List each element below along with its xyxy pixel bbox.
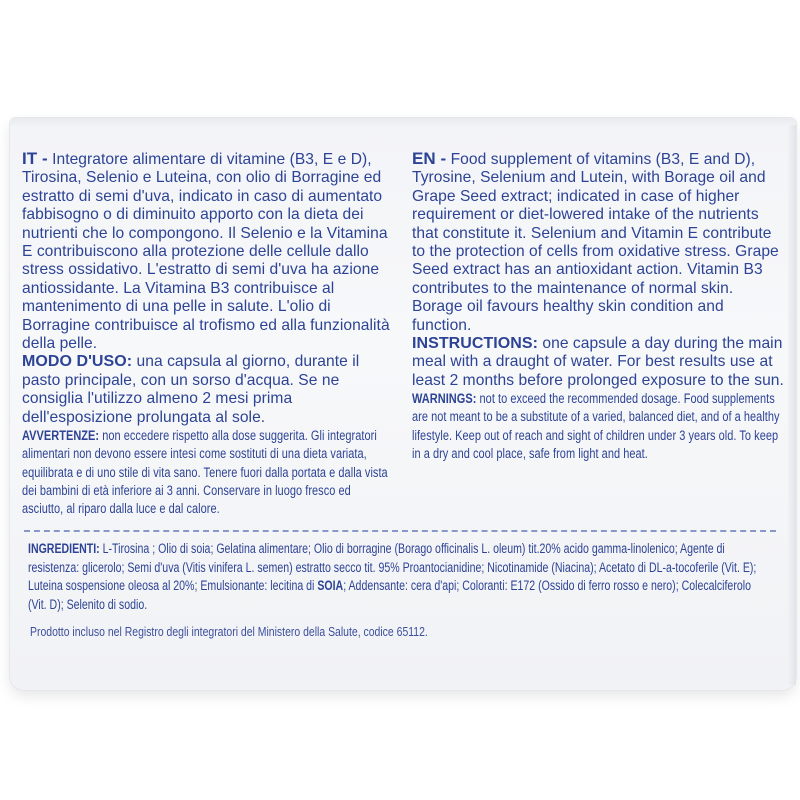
italian-usage: MODO D'USO: una capsula al giorno, durante il pasto principale, con un sorso d'acqua. Se ne consiglia l'utilizzo almeno 2 mesi prima dell'esposizione prolungata al sole.: [22, 353, 360, 426]
italian-warnings: AVVERTENZE: non eccedere rispetto alla dose suggerita. Gli integratori alimentari non devono essere intesi come sostituti di una dieta variata, equilibrata e di uno stile di vita sano. Tenere fuori dalla portata e dalla vista dei bambini di età inferiore ai 3 anni. Conservare in luogo fresco ed asciutto, al riparo dalla luce e dal calore.: [22, 428, 388, 516]
english-usage: INSTRUCTIONS: one capsule a day during the main meal with a draught of water. For best results use at least 2 months before prolonged exposure to the sun.: [412, 335, 784, 389]
italian-lead: IT -: [22, 149, 48, 168]
ingredients-label: INGREDIENTI:: [28, 541, 100, 556]
package-top-edge: [10, 118, 796, 128]
italian-warnings-label: AVVERTENZE:: [22, 428, 100, 444]
italian-description: IT - Integratore alimentare di vitamine (B3, E e D), Tirosina, Selenio e Luteina, con olio di Borragine ed estratto di semi d'uva, indicato in caso di aumentato fabbisogno o di diminuito apporto con la dieta dei nutrienti che lo compongono. Il Selenio e la Vitamina E contribuiscono alla protezione delle cellule dallo stress ossidativo. L'estratto di semi d'uva ha azione antiossidante. La Vitamina B3 contribuisce al mantenimento di una pelle in salute. L'olio di Borragine contribuisce al trofismo ed alla funzionalità della pelle.: [22, 149, 390, 353]
english-column: [412, 150, 784, 463]
english-warnings-label: WARNINGS:: [412, 391, 477, 407]
package-right-edge: [788, 125, 796, 685]
italian-column: [22, 150, 394, 518]
ingredients-list: INGREDIENTI: L-Tirosina ; Olio di soia; Gelatina alimentare; Olio di borragine (Borago officinalis L. oleum) tit.20% acido gamma-linolenico; Agente di resistenza: glicerolo; Semi d'uva (Vitis vinifera L. semen) estratto secco tit. 95% Proantocianidine; Nicotinamide (Niacina); Acetato di DL-a-tocoferile (Vit. E); Luteina sospensione oleosa al 20%; Emulsionante: lecitina di SOIA; Addensante: cera d'api; Coloranti: E172 (Ossido di ferro rosso e nero); Colecalciferolo (Vit. D); Selenito di sodio.: [28, 541, 757, 612]
registry-note: Prodotto incluso nel Registro degli integratori del Ministero della Salute, codice 65112.: [30, 625, 428, 639]
english-usage-label: INSTRUCTIONS:: [412, 335, 538, 353]
allergen-highlight: SOIA: [317, 578, 344, 594]
italian-usage-label: MODO D'USO:: [22, 353, 133, 371]
english-description: EN - Food supplement of vitamins (B3, E and D), Tyrosine, Selenium and Lutein, with Borage oil and Grape Seed extract; indicated in case of higher requirement or diet-lowered intake of the nutrients that constitute it. Selenium and Vitamin E contribute to the protection of cells from oxidative stress. Grape Seed extract has an antioxidant action. Vitamin B3 contributes to the maintenance of normal skin. Borage oil favours healthy skin condition and function.: [412, 149, 779, 334]
english-lead: EN -: [412, 149, 447, 168]
english-warnings: WARNINGS: not to exceed the recommended dosage. Food supplements are not meant to be a substitute of a varied, balanced diet, and of a healthy lifestyle. Keep out of reach and sight of children under 3 years old. To keep in a dry and cool place, safe from light and heat.: [412, 391, 780, 461]
section-divider: [24, 530, 776, 532]
